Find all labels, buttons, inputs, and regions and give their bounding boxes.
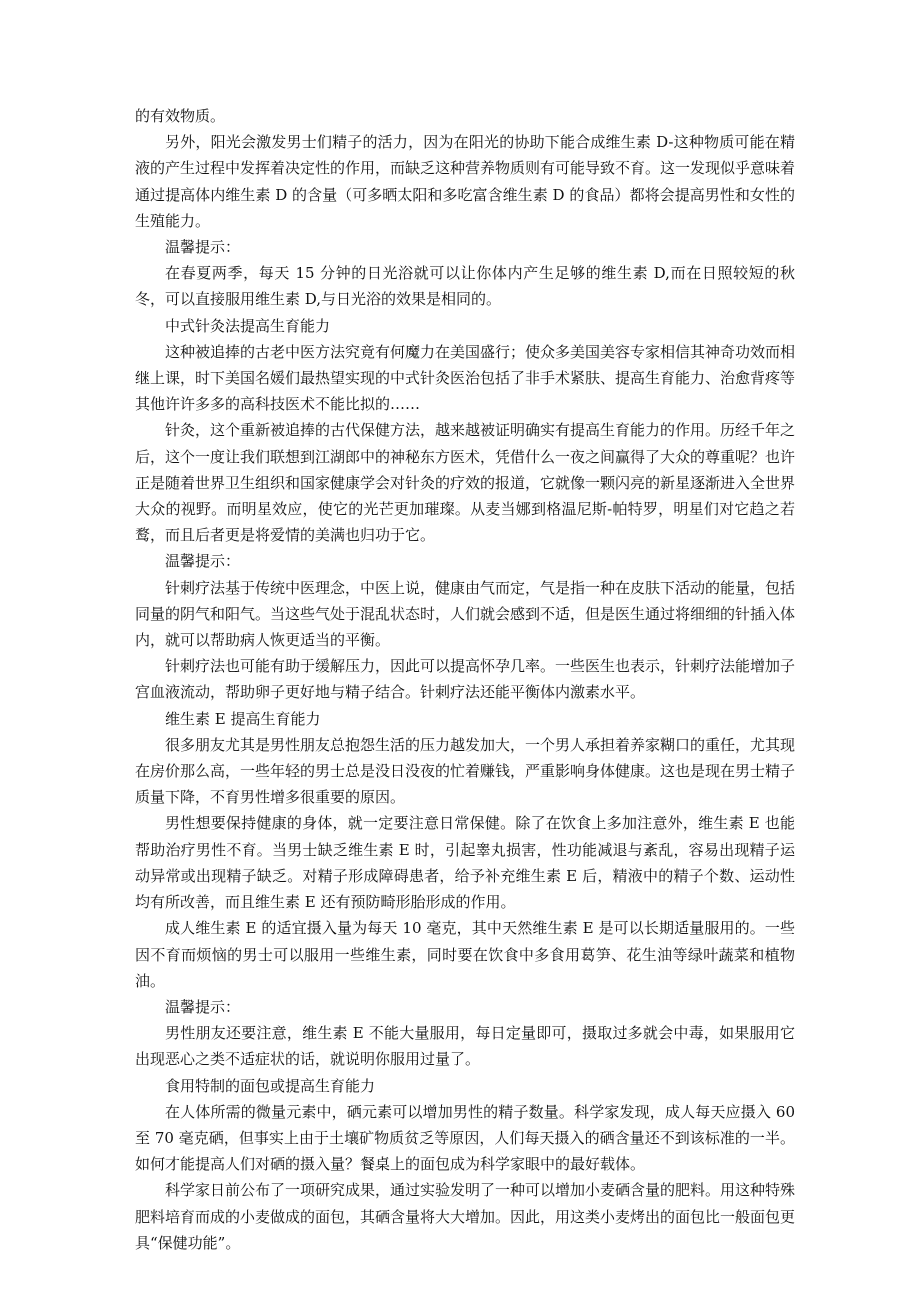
paragraph-vitamin-e-benefit: 男性想要保持健康的身体，就一定要注意日常保健。除了在饮食上多加注意外，维生素 E 也能帮助治疗男性不育。当男士缺乏维生素 E 时，引起睾丸损害，性功能减退与紊乱，容易出现精子运动异常或出现精子缺乏。对精子形成障碍患者，给予补充维生素 E 后，精液中的精子个数、运动性均有所改善，而且维生素 E 还有预防畸形胎形成的作用。 [135,814,795,912]
tip-heading-1: 温馨提示： [165,238,241,257]
document-body [135,103,795,1256]
paragraph-vitamin-e-intake: 成人维生素 E 的适宜摄入量为每天 10 毫克，其中天然维生素 E 是可以长期适量服用的。一些因不育而烦恼的男士可以服用一些维生素，同时要在饮食中多食用葛笋、花生油等绿叶蔬菜和植物油。 [135,919,795,990]
tip-heading-3: 温馨提示： [165,997,241,1016]
paragraph-acupuncture-stress: 针刺疗法也可能有助于缓解压力，因此可以提高怀孕几率。一些医生也表示，针刺疗法能增加子宫血液流动，帮助卵子更好地与精子结合。针刺疗法还能平衡体内激素水平。 [135,657,796,702]
paragraph-selenium-bread: 科学家日前公布了一项研究成果，通过实验发明了一种可以增加小麦硒含量的肥料。用这种特殊肥料培育而成的小麦做成的面包，其硒含量将大大增加。因此，用这类小麦烤出的面包比一般面包更具“保健功能”。 [135,1181,796,1252]
paragraph-effective-substance: 的有效物质。 [135,107,226,125]
tip-heading-2: 温馨提示： [165,552,241,571]
paragraph-acupuncture-history: 针灸，这个重新被追捧的古代保健方法，越来越被证明确实有提高生育能力的作用。历经千年之后，这个一度让我们联想到江湖郎中的神秘东方医术，凭借什么一夜之间赢得了大众的尊重呢？也许正是随着世界卫生组织和国家健康学会对针灸的疗效的报道，它就像一颗闪亮的新星逐渐进入全世界大众的视野。而明星效应，使它的光芒更加璀璨。从麦当娜到格温尼斯-帕特罗，明星们对它趋之若鹜，而且后者更是将爱情的美满也归功于它。 [135,421,796,545]
paragraph-acupuncture-popularity: 这种被追捧的古老中医方法究竟有何魔力在美国盛行；使众多美国美容专家相信其神奇功效而相继上课，时下美国名媛们最热望实现的中式针灸医治包括了非手术紧肤、提高生育能力、治愈背疼等其他许许多多的高科技医术不能比拟的…… [135,342,796,414]
section-heading-vitamin-e: 维生素 E 提高生育能力 [165,709,321,728]
paragraph-sunbath-tip: 在春夏两季，每天 15 分钟的日光浴就可以让你体内产生足够的维生素 D,而在日照较短的秋冬，可以直接服用维生素 D,与日光浴的效果是相同的。 [135,264,795,309]
section-heading-acupuncture: 中式针灸法提高生育能力 [165,316,331,335]
paragraph-acupuncture-theory: 针刺疗法基于传统中医理念，中医上说，健康由气而定，气是指一种在皮肤下活动的能量，包括同量的阴气和阳气。当这些气处于混乱状态时，人们就会感到不适，但是医生通过将细细的针插入体内，就可以帮助病人恢更适当的平衡。 [135,578,796,650]
paragraph-vitamin-e-warning: 男性朋友还要注意，维生素 E 不能大量服用，每日定量即可，摄取过多就会中毒，如果服用它出现恶心之类不适症状的话，就说明你服用过量了。 [135,1024,795,1069]
paragraph-selenium: 在人体所需的微量元素中，硒元素可以增加男性的精子数量。科学家发现，成人每天应摄入 60 至 70 毫克硒，但事实上由于土壤矿物质贫乏等原因，人们每天摄入的硒含量还不到该标准的一半。如何才能提高人们对硒的摄入量？餐桌上的面包成为科学家眼中的最好载体。 [135,1102,795,1174]
paragraph-male-pressure: 很多朋友尤其是男性朋友总抱怨生活的压力越发加大，一个男人承担着养家糊口的重任，尤其现在房价那么高，一些年轻的男士总是没日没夜的忙着赚钱，严重影响身体健康。这也是现在男士精子质量下降，不育男性增多很重要的原因。 [135,735,796,807]
paragraph-sunlight-vitamin-d: 另外，阳光会激发男士们精子的活力，因为在阳光的协助下能合成维生素 D-这种物质可能在精液的产生过程中发挥着决定性的作用，而缺乏这种营养物质则有可能导致不育。这一发现似乎意味着通过提高体内维生素 D 的含量（可多晒太阳和多吃富含维生素 D 的食品）都将会提高男性和女性的生殖能力。 [135,133,796,230]
section-heading-bread: 食用特制的面包或提高生育能力 [165,1076,376,1095]
